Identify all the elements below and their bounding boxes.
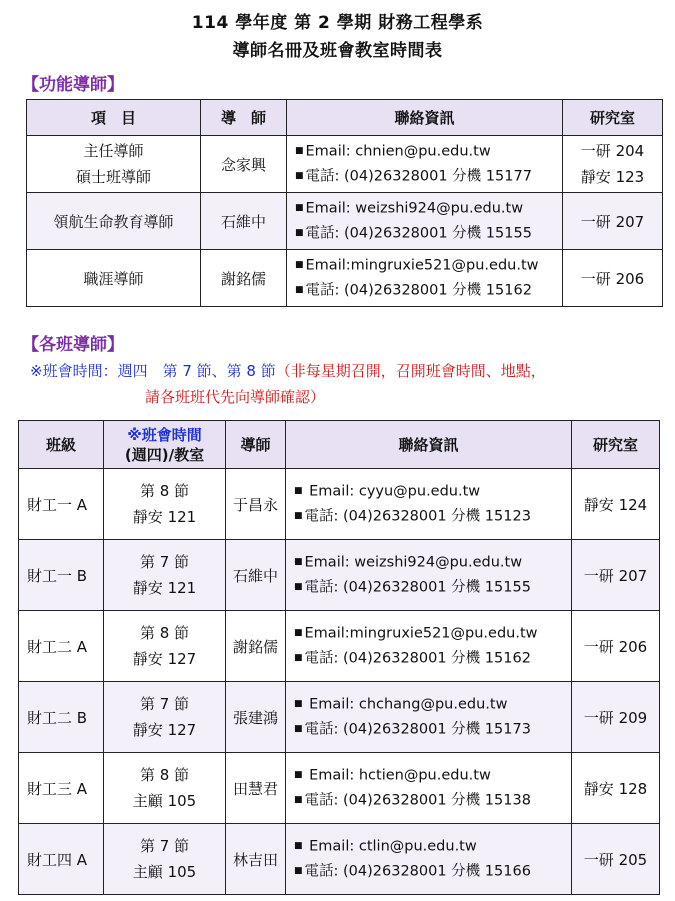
role-label: 碩士班導師 <box>75 168 151 186</box>
contact-cell <box>286 611 572 682</box>
office-label: 靜安 123 <box>580 168 645 186</box>
room-text: 主顧 105 <box>132 792 197 810</box>
advisor-name: 念家興 <box>201 136 287 193</box>
square-bullet-icon: ■ <box>294 724 303 734</box>
square-bullet-icon: ■ <box>294 795 303 805</box>
class-name: 財工四 A <box>19 824 104 895</box>
meeting-warning-text: （非每星期召開，召開班會時間、地點， <box>275 362 546 380</box>
advisor-name: 于昌永 <box>226 469 286 540</box>
email-text: Email: cyyu@pu.edu.tw <box>304 483 481 499</box>
table-header-row <box>27 100 663 136</box>
class-name: 財工二 B <box>19 682 104 753</box>
square-bullet-icon: ■ <box>294 840 303 851</box>
table-row <box>19 824 660 895</box>
advisor-name: 石維中 <box>201 193 287 250</box>
square-bullet-icon: ■ <box>294 627 303 638</box>
phone-text: 電話: (04)26328001 分機 15123 <box>304 508 531 525</box>
advisor-name: 田慧君 <box>226 753 286 824</box>
role-label: 職涯導師 <box>27 250 201 307</box>
period-text: 第 8 節 <box>139 482 190 500</box>
office-label: 一研 204 <box>580 142 645 160</box>
email-text: Email:mingruxie521@pu.edu.tw <box>305 257 539 273</box>
column-header-office: 研究室 <box>572 421 660 469</box>
square-bullet-icon: ■ <box>294 556 303 567</box>
contact-cell <box>287 250 563 307</box>
contact-cell <box>286 682 572 753</box>
office-cell <box>563 136 663 193</box>
class-name: 財工二 A <box>19 611 104 682</box>
column-header-meeting-time-bottom: (週四)/教室 <box>124 445 205 464</box>
table-row <box>27 136 663 193</box>
advisor-name: 張建鴻 <box>226 682 286 753</box>
phone-text: 電話: (04)26328001 分機 15162 <box>305 282 532 299</box>
email-text: Email: weizshi924@pu.edu.tw <box>304 554 523 570</box>
email-text: Email: hctien@pu.edu.tw <box>304 767 491 783</box>
document-subtitle: 導師名冊及班會教室時間表 <box>232 41 443 61</box>
table-row <box>19 611 660 682</box>
section-heading-class-advisors: 【各班導師】 <box>22 335 124 355</box>
meeting-cell <box>104 611 226 682</box>
square-bullet-icon: ■ <box>295 145 304 156</box>
functional-advisors-table <box>26 99 663 307</box>
square-bullet-icon: ■ <box>294 866 303 876</box>
phone-text: 電話: (04)26328001 分機 15173 <box>304 721 531 738</box>
contact-cell <box>286 824 572 895</box>
square-bullet-icon: ■ <box>294 698 303 709</box>
table-row <box>27 250 663 307</box>
office-label: 一研 205 <box>572 824 660 895</box>
phone-text: 電話: (04)26328001 分機 15155 <box>305 225 532 242</box>
room-text: 靜安 121 <box>132 579 197 597</box>
table-row <box>19 540 660 611</box>
column-header-advisor: 導師 <box>226 421 286 469</box>
room-text: 靜安 127 <box>132 650 197 668</box>
class-advisors-table <box>18 420 660 895</box>
table-row <box>27 193 663 250</box>
square-bullet-icon: ■ <box>294 511 303 521</box>
email-text: Email: ctlin@pu.edu.tw <box>304 838 477 854</box>
square-bullet-icon: ■ <box>295 202 304 213</box>
phone-text: 電話: (04)26328001 分機 15138 <box>304 792 531 809</box>
square-bullet-icon: ■ <box>295 259 304 270</box>
period-text: 第 7 節 <box>139 553 190 571</box>
column-header-item: 項 目 <box>27 100 201 136</box>
meeting-cell <box>104 824 226 895</box>
column-header-contact: 聯絡資訊 <box>287 100 563 136</box>
period-text: 第 8 節 <box>139 766 190 784</box>
phone-text: 電話: (04)26328001 分機 15155 <box>304 579 531 596</box>
table-header-row <box>19 421 660 469</box>
office-label: 一研 206 <box>572 611 660 682</box>
period-text: 第 7 節 <box>139 837 190 855</box>
period-text: 第 7 節 <box>139 695 190 713</box>
column-header-meeting-time-top: ※班會時間 <box>127 425 202 444</box>
meeting-warning-text-2: 請各班班代先向導師確認） <box>145 388 326 406</box>
office-label: 靜安 124 <box>572 469 660 540</box>
contact-cell <box>286 540 572 611</box>
class-name: 財工一 A <box>19 469 104 540</box>
contact-cell <box>287 136 563 193</box>
column-header-office: 研究室 <box>563 100 663 136</box>
role-label: 領航生命教育導師 <box>27 193 201 250</box>
advisor-name: 謝銘儒 <box>201 250 287 307</box>
role-cell <box>27 136 201 193</box>
table-row <box>19 682 660 753</box>
room-text: 主顧 105 <box>132 863 197 881</box>
office-label: 一研 206 <box>563 250 663 307</box>
class-name: 財工三 A <box>19 753 104 824</box>
contact-cell <box>287 193 563 250</box>
role-label: 主任導師 <box>83 142 144 160</box>
column-header-meeting-time <box>104 421 226 469</box>
class-name: 財工一 B <box>19 540 104 611</box>
room-text: 靜安 127 <box>132 721 197 739</box>
square-bullet-icon: ■ <box>294 769 303 780</box>
office-label: 一研 207 <box>572 540 660 611</box>
meeting-cell <box>104 682 226 753</box>
advisor-name: 林吉田 <box>226 824 286 895</box>
table-row <box>19 469 660 540</box>
phone-text: 電話: (04)26328001 分機 15166 <box>304 863 531 880</box>
meeting-cell <box>104 753 226 824</box>
square-bullet-icon: ■ <box>295 285 304 295</box>
square-bullet-icon: ■ <box>294 653 303 663</box>
period-text: 第 8 節 <box>139 624 190 642</box>
contact-cell <box>286 753 572 824</box>
contact-cell <box>286 469 572 540</box>
phone-text: 電話: (04)26328001 分機 15177 <box>305 168 532 185</box>
advisor-name: 石維中 <box>226 540 286 611</box>
email-text: Email:mingruxie521@pu.edu.tw <box>304 625 538 641</box>
column-header-advisor: 導 師 <box>201 100 287 136</box>
meeting-cell <box>104 469 226 540</box>
column-header-class: 班級 <box>19 421 104 469</box>
document-title: 114 學年度 第 2 學期 財務工程學系 <box>191 13 484 33</box>
square-bullet-icon: ■ <box>295 171 304 181</box>
meeting-time-note <box>30 360 670 381</box>
office-label: 一研 207 <box>563 193 663 250</box>
office-label: 靜安 128 <box>572 753 660 824</box>
square-bullet-icon: ■ <box>294 485 303 496</box>
meeting-time-text: ※班會時間：週四 第 7 節、第 8 節 <box>30 362 276 380</box>
office-label: 一研 209 <box>572 682 660 753</box>
email-text: Email: weizshi924@pu.edu.tw <box>305 200 524 216</box>
table-row <box>19 753 660 824</box>
section-heading-functional-advisors: 【功能導師】 <box>22 75 124 95</box>
email-text: Email: chnien@pu.edu.tw <box>305 143 491 159</box>
phone-text: 電話: (04)26328001 分機 15162 <box>304 650 531 667</box>
square-bullet-icon: ■ <box>294 582 303 592</box>
square-bullet-icon: ■ <box>295 228 304 238</box>
email-text: Email: chchang@pu.edu.tw <box>304 696 508 712</box>
column-header-contact: 聯絡資訊 <box>286 421 572 469</box>
advisor-name: 謝銘儒 <box>226 611 286 682</box>
room-text: 靜安 121 <box>132 508 197 526</box>
meeting-cell <box>104 540 226 611</box>
